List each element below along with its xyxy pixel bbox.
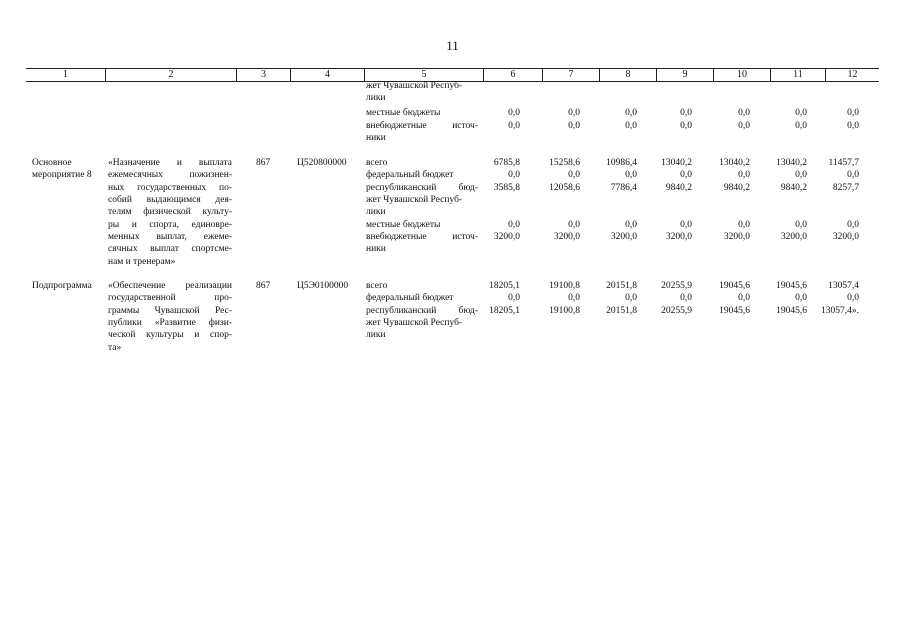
row-code: 867: [256, 158, 271, 168]
value-cell: 3585,8: [493, 183, 520, 193]
value-cell: 3200,0: [832, 232, 859, 242]
value-cell: 0,0: [738, 108, 750, 118]
source-line: лики: [366, 207, 386, 217]
source-line: местные бюджеты: [366, 108, 441, 118]
value-cell: 0,0: [795, 121, 807, 131]
row-target-code: Ц5Э0100000: [297, 281, 349, 291]
row-description-line: ры и спорта, единовре-: [108, 220, 232, 230]
value-cell: 0,0: [680, 220, 692, 230]
row-description-line: граммы Чувашской Рес-: [108, 306, 232, 316]
value-cell: 3200,0: [493, 232, 520, 242]
value-cell: 13057,4: [828, 281, 859, 291]
col-header-9: 9: [656, 69, 713, 81]
col-header-3: 3: [236, 69, 290, 81]
value-cell: 0,0: [680, 293, 692, 303]
source-line: лики: [366, 330, 386, 340]
value-cell: 13040,2: [776, 158, 807, 168]
source-line: федеральный бюджет: [366, 293, 454, 303]
value-cell: 0,0: [568, 293, 580, 303]
value-cell: 0,0: [568, 121, 580, 131]
value-cell: 0,0: [847, 293, 859, 303]
value-cell: 0,0: [795, 293, 807, 303]
value-cell: 0,0: [568, 220, 580, 230]
row-name-line: Подпрограмма: [32, 281, 92, 291]
col-header-7: 7: [542, 69, 599, 81]
value-cell: 11457,7: [828, 158, 859, 168]
col-header-4: 4: [290, 69, 364, 81]
col-header-2: 2: [105, 69, 236, 81]
value-cell: 19045,6: [776, 306, 807, 316]
value-cell: 20255,9: [661, 306, 692, 316]
value-cell: 18205,1: [489, 281, 520, 291]
value-cell: 0,0: [847, 170, 859, 180]
row-description-line: «Обеспечение реализации: [108, 281, 232, 291]
source-line: жет Чувашской Респуб-: [366, 318, 463, 328]
row-description-line: государственной про-: [108, 293, 232, 303]
value-cell: 10986,4: [606, 158, 637, 168]
value-cell: 19045,6: [776, 281, 807, 291]
source-line: всего: [366, 281, 388, 291]
value-cell: 9840,2: [665, 183, 692, 193]
value-cell: 0,0: [625, 108, 637, 118]
value-cell: 0,0: [680, 108, 692, 118]
col-header-8: 8: [599, 69, 656, 81]
source-line: ники: [366, 244, 386, 254]
row-description-line: ных государственных по-: [108, 183, 232, 193]
value-cell: 20151,8: [606, 281, 637, 291]
page-number: 11: [446, 38, 459, 53]
value-cell: 3200,0: [610, 232, 637, 242]
value-cell: 13040,2: [661, 158, 692, 168]
value-cell: 0,0: [847, 108, 859, 118]
col-header-6: 6: [483, 69, 542, 81]
row-description-line: «Назначение и выплата: [108, 158, 232, 168]
value-cell: 7786,4: [610, 183, 637, 193]
value-cell: 3200,0: [780, 232, 807, 242]
value-cell: 19045,6: [719, 281, 750, 291]
value-cell: 0,0: [738, 170, 750, 180]
value-cell: 0,0: [738, 220, 750, 230]
value-cell: 3200,0: [665, 232, 692, 242]
value-cell: 0,0: [738, 293, 750, 303]
value-cell: 19100,8: [549, 281, 580, 291]
row-name-line: Основное: [32, 158, 72, 168]
col-header-1: 1: [63, 69, 68, 80]
row-description-line: менных выплат, ежеме-: [108, 232, 232, 242]
value-cell: 0,0: [508, 170, 520, 180]
value-cell: 0,0: [680, 170, 692, 180]
source-line: местные бюджеты: [366, 220, 441, 230]
col-header-5: 5: [364, 69, 483, 81]
value-cell: 13040,2: [719, 158, 750, 168]
row-description-line: публики «Развитие физи-: [108, 318, 232, 328]
source-line: ники: [366, 133, 386, 143]
value-cell: 18205,1: [489, 306, 520, 316]
value-cell: 19045,6: [719, 306, 750, 316]
value-cell: 20255,9: [661, 281, 692, 291]
value-cell: 0,0: [625, 293, 637, 303]
col-header-10: 10: [713, 69, 770, 81]
source-line: федеральный бюджет: [366, 170, 454, 180]
value-cell: 9840,2: [723, 183, 750, 193]
value-cell: 0,0: [847, 121, 859, 131]
col-header-11: 11: [770, 69, 825, 81]
value-cell: 13057,4».: [821, 306, 859, 316]
row-description-line: ческой культуры и спор-: [108, 330, 232, 340]
value-cell: 0,0: [508, 108, 520, 118]
source-line: жет Чувашской Респуб-: [366, 81, 463, 91]
value-cell: 0,0: [508, 293, 520, 303]
row-description-line: сячных выплат спортсме-: [108, 244, 232, 254]
value-cell: 6785,8: [493, 158, 520, 168]
value-cell: 0,0: [568, 170, 580, 180]
value-cell: 8257,7: [832, 183, 859, 193]
source-line: лики: [366, 93, 386, 103]
value-cell: 0,0: [795, 170, 807, 180]
source-line: внебюджетные источ-: [366, 121, 478, 131]
value-cell: 20151,8: [606, 306, 637, 316]
value-cell: 0,0: [625, 220, 637, 230]
row-target-code: Ц520800000: [297, 158, 347, 168]
row-description-line: та»: [108, 343, 122, 353]
row-code: 867: [256, 281, 271, 291]
value-cell: 3200,0: [723, 232, 750, 242]
value-cell: 15258,6: [549, 158, 580, 168]
value-cell: 0,0: [508, 121, 520, 131]
source-line: внебюджетные источ-: [366, 232, 478, 242]
value-cell: 0,0: [680, 121, 692, 131]
value-cell: 19100,8: [549, 306, 580, 316]
source-line: республиканский бюд-: [366, 183, 478, 193]
source-line: республиканский бюд-: [366, 306, 478, 316]
row-description-line: нам и тренерам»: [108, 257, 176, 267]
value-cell: 0,0: [795, 220, 807, 230]
value-cell: 0,0: [568, 108, 580, 118]
value-cell: 0,0: [847, 220, 859, 230]
row-description-line: ежемесячных пожизнен-: [108, 170, 232, 180]
value-cell: 0,0: [625, 121, 637, 131]
col-header-12: 12: [825, 69, 879, 81]
value-cell: 0,0: [625, 170, 637, 180]
row-name-line: мероприятие 8: [32, 170, 92, 180]
value-cell: 0,0: [738, 121, 750, 131]
row-description-line: собий выдающимся дея-: [108, 195, 232, 205]
source-line: жет Чувашской Респуб-: [366, 195, 463, 205]
row-description-line: телям физической культу-: [108, 207, 232, 217]
value-cell: 9840,2: [780, 183, 807, 193]
source-line: всего: [366, 158, 388, 168]
value-cell: 3200,0: [553, 232, 580, 242]
value-cell: 0,0: [508, 220, 520, 230]
value-cell: 12058,6: [549, 183, 580, 193]
value-cell: 0,0: [795, 108, 807, 118]
